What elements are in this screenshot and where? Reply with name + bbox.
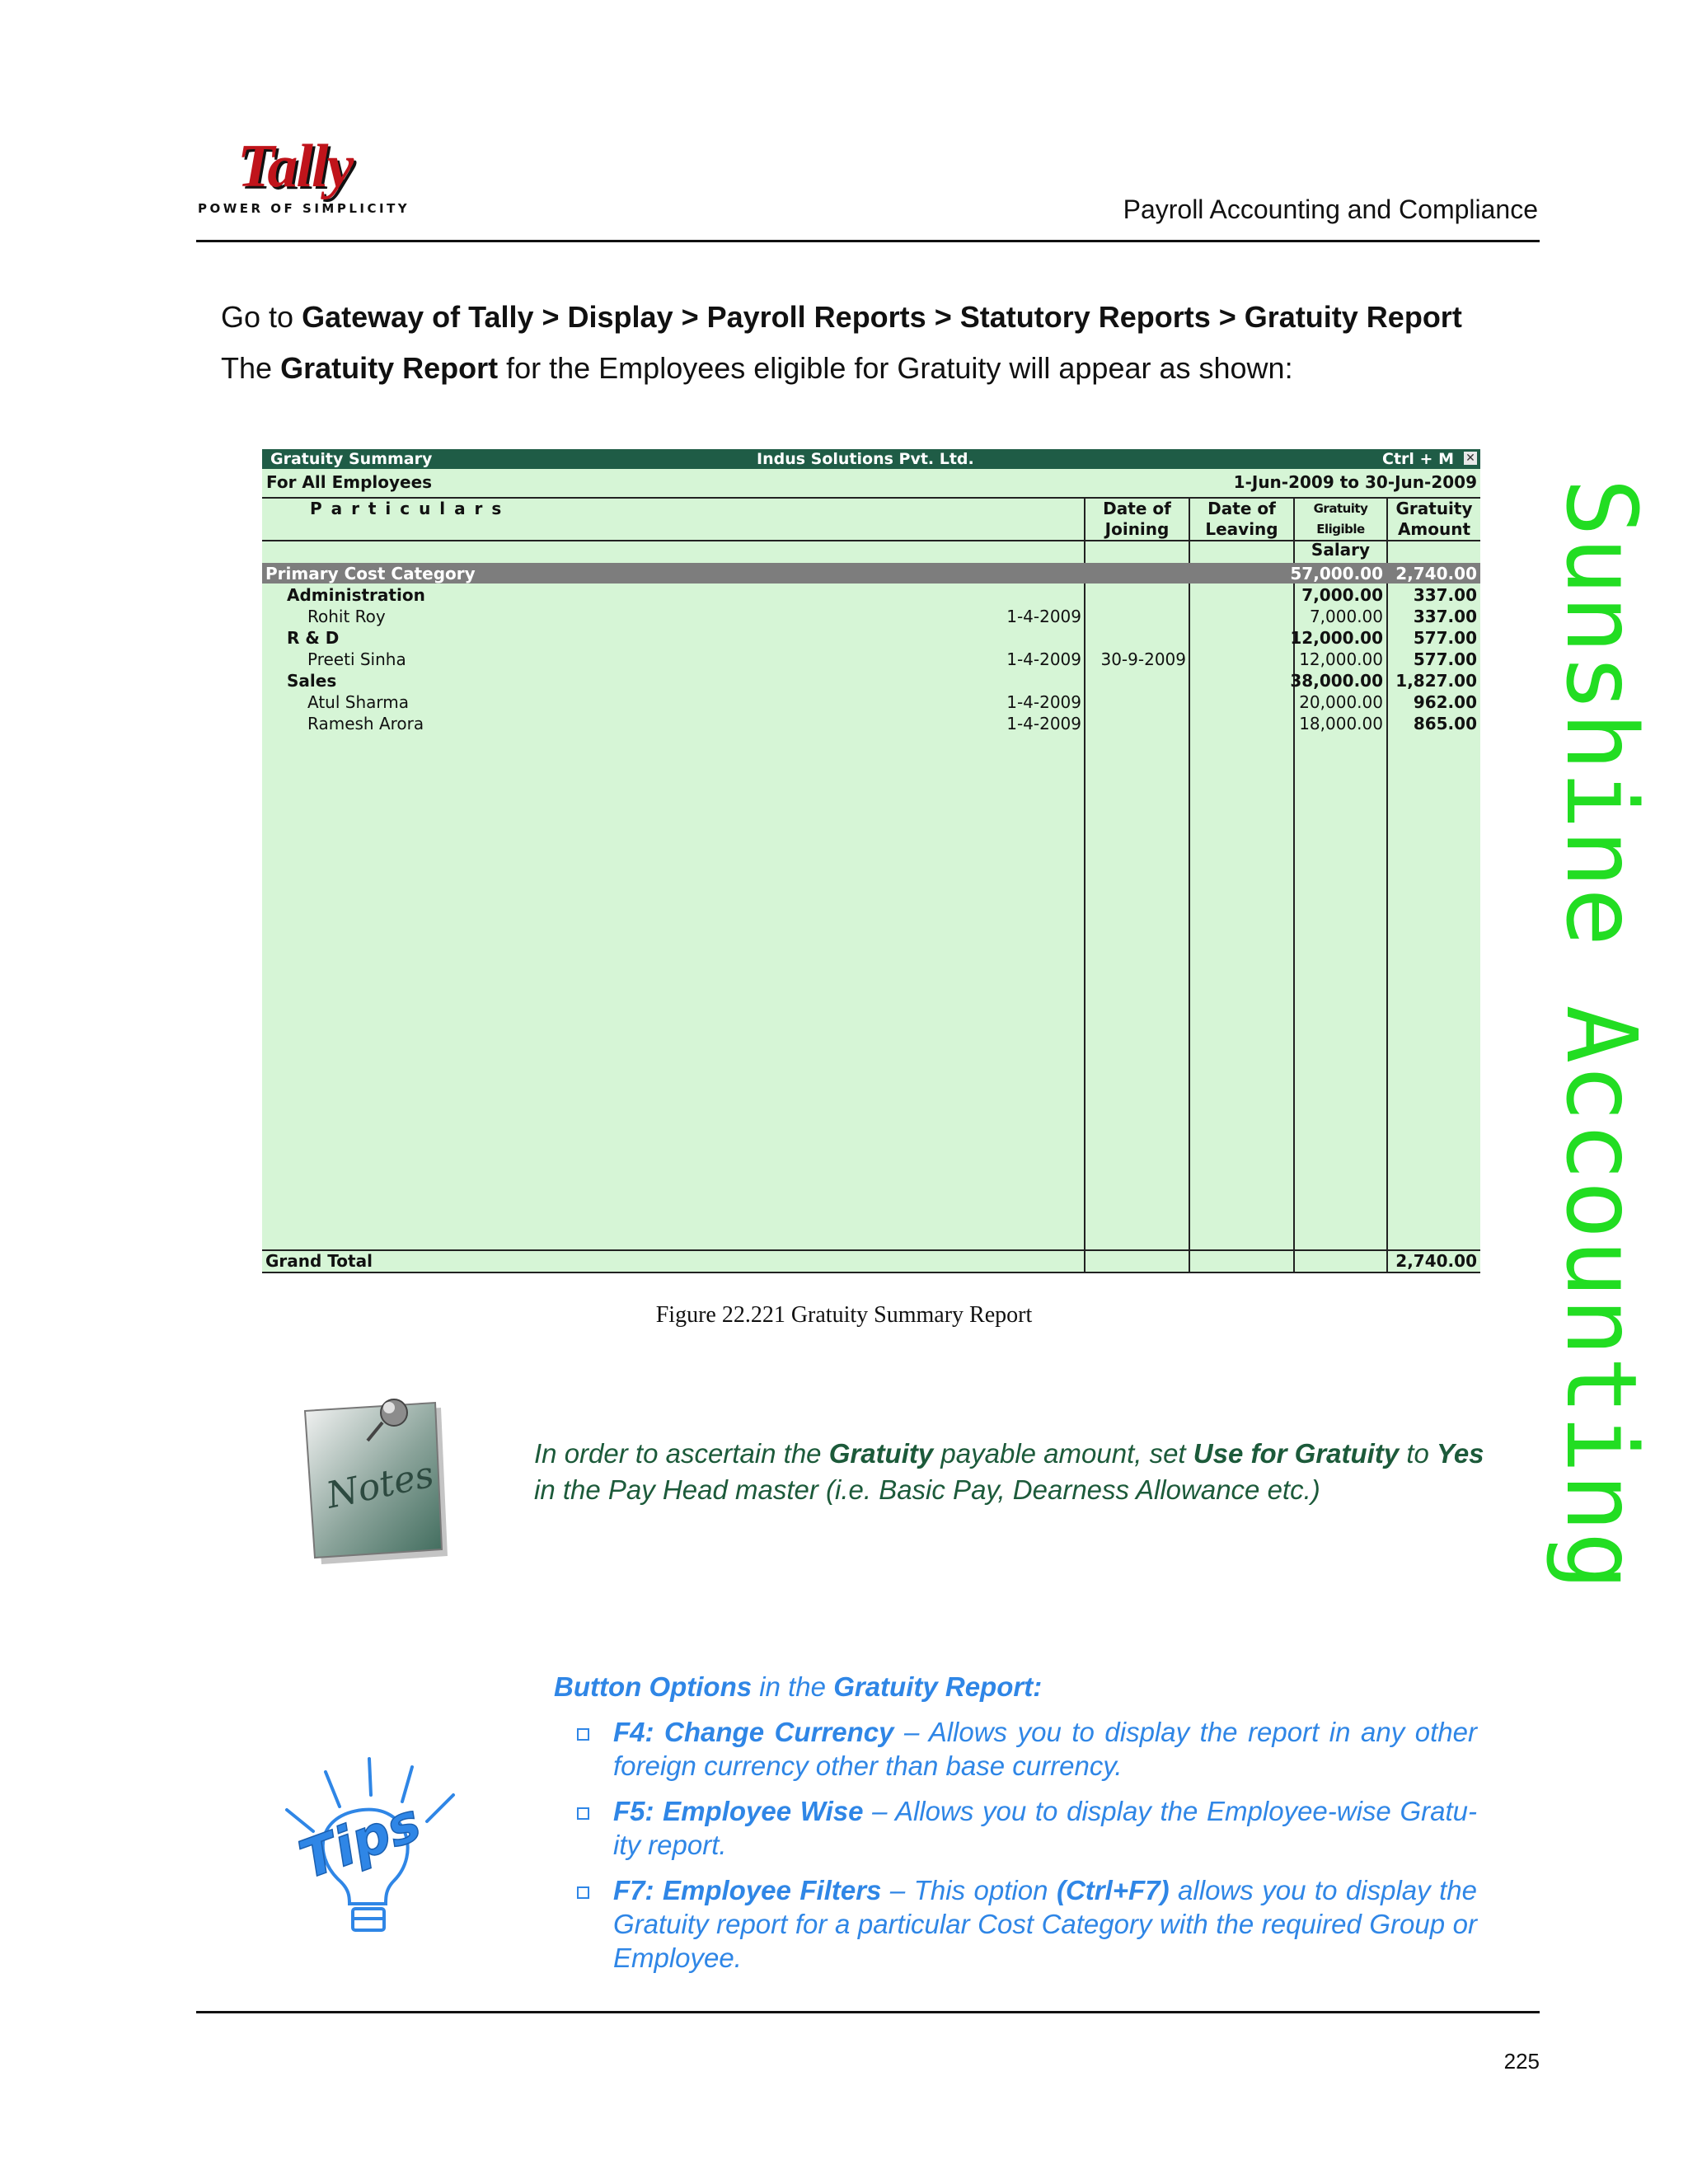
- row-name: Sales: [287, 671, 337, 691]
- figure-caption: Figure 22.221 Gratuity Summary Report: [655, 1302, 1033, 1328]
- square-bullet-icon: [577, 1728, 589, 1741]
- grand-total-row: [262, 1250, 1480, 1272]
- report-title-bar: [262, 449, 1480, 469]
- row-salary: 12,000.00: [1290, 628, 1383, 648]
- tally-logo: [198, 132, 410, 223]
- nav-prefix: Go to: [221, 300, 294, 334]
- intro-bold: Gratuity Report: [280, 351, 499, 385]
- tips-bulb-icon: [280, 1755, 470, 1953]
- tip-item: [554, 1873, 1477, 1975]
- report-title: Gratuity Summary: [270, 450, 433, 468]
- close-icon[interactable]: ✕: [1464, 452, 1477, 465]
- col-header-amount: Gratuity Amount: [1395, 499, 1473, 539]
- nav-path: Gateway of Tally > Display > Payroll Reports > Statutory Reports > Gratuity Report: [302, 300, 1462, 334]
- row-leaving: 30-9-2009: [1100, 649, 1186, 669]
- tip-item: [554, 1794, 1477, 1862]
- employee-row[interactable]: [262, 606, 1480, 627]
- logo-tagline: POWER OF SIMPLICITY: [198, 201, 410, 216]
- logo-wordmark: Tally: [237, 133, 353, 200]
- square-bullet-icon: [577, 1886, 589, 1899]
- company-name: Indus Solutions Pvt. Ltd.: [757, 450, 974, 468]
- watermark: [1545, 478, 1658, 1731]
- intro-start: The: [221, 351, 273, 385]
- header-rule: [196, 240, 1540, 242]
- row-joining: 1-4-2009: [1006, 692, 1081, 712]
- row-amount: 577.00: [1413, 628, 1477, 648]
- tip-mid: – This option: [881, 1875, 1057, 1905]
- col-header-salary: Gratuity Eligible Salary: [1311, 501, 1371, 560]
- col-header-joining: Date of Joining: [1103, 499, 1171, 539]
- row-name: Preeti Sinha: [307, 649, 406, 669]
- row-joining: 1-4-2009: [1006, 607, 1081, 626]
- gratuity-summary-report: [262, 449, 1480, 1273]
- tip-key: F7: Employee Filters: [613, 1875, 882, 1905]
- tip-description: – Allows you to display the Employee-wise Gratu-ity report.: [613, 1796, 1477, 1860]
- tip-key: F4: Change Currency: [613, 1717, 894, 1747]
- row-salary: 20,000.00: [1299, 692, 1383, 712]
- row-amount: 1,827.00: [1395, 671, 1477, 691]
- chapter-title: Payroll Accounting and Compliance: [1123, 194, 1538, 224]
- row-name: Rohit Roy: [307, 607, 386, 626]
- row-salary: 38,000.00: [1290, 671, 1383, 691]
- col-header-leaving: Date of Leaving: [1205, 499, 1278, 539]
- tips-icon-label: Tips: [292, 1792, 429, 1892]
- row-salary: 7,000.00: [1301, 585, 1383, 605]
- row-joining: 1-4-2009: [1006, 714, 1081, 733]
- col-header-particulars: P a r t i c u l a r s: [310, 499, 504, 518]
- grand-total-amount: 2,740.00: [1395, 1251, 1477, 1271]
- row-salary: 18,000.00: [1299, 714, 1383, 733]
- group-row[interactable]: [262, 670, 1480, 691]
- group-row[interactable]: [262, 584, 1480, 606]
- category-name: Primary Cost Category: [265, 564, 476, 583]
- row-salary: 7,000.00: [1309, 607, 1383, 626]
- notes-icon: [297, 1401, 478, 1582]
- total-bottom-rule: [262, 1272, 1480, 1273]
- row-amount: 577.00: [1413, 649, 1477, 669]
- row-amount: 337.00: [1413, 607, 1477, 626]
- tip-item: [554, 1715, 1477, 1783]
- notes-text: In order to ascertain the Gratuity payable amount, set Use for Gratuity to Yes in the Pay Head master (i.e. Basic Pay, Dearness Allowance etc.): [534, 1438, 1484, 1505]
- report-scope: For All Employees: [266, 472, 433, 492]
- report-period: 1-Jun-2009 to 30-Jun-2009: [1233, 472, 1477, 492]
- row-amount: 865.00: [1413, 714, 1477, 733]
- navigation-instruction: [221, 300, 1462, 335]
- row-amount: 962.00: [1413, 692, 1477, 712]
- watermark-text: Sunshine Accounting: [1545, 478, 1658, 1591]
- row-joining: 1-4-2009: [1006, 649, 1081, 669]
- page-number: 225: [1503, 2049, 1540, 2074]
- tips-block: [554, 1670, 1477, 1986]
- category-amount: 2,740.00: [1395, 564, 1477, 583]
- footer-rule: [196, 2011, 1540, 2013]
- category-salary: 57,000.00: [1290, 564, 1383, 583]
- row-name: Atul Sharma: [307, 692, 409, 712]
- notes-icon-label: Notes: [322, 1453, 438, 1517]
- row-name: Administration: [287, 585, 425, 605]
- category-row[interactable]: [262, 563, 1480, 584]
- tips-list: [554, 1715, 1477, 1975]
- employee-row[interactable]: [262, 649, 1480, 670]
- employee-row[interactable]: [262, 691, 1480, 713]
- grand-total-label: Grand Total: [265, 1251, 373, 1271]
- row-name: R & D: [287, 628, 340, 648]
- tips-heading: Button Options in the Gratuity Report:: [554, 1671, 1043, 1702]
- employee-row[interactable]: [262, 713, 1480, 734]
- shortcut-label: Ctrl + M: [1382, 450, 1454, 468]
- tip-key: F5: Employee Wise: [613, 1796, 864, 1826]
- tip-description: allows you to display the Gratuity report for a particular Cost Category with the required Group or Employee.: [613, 1875, 1478, 1973]
- row-name: Ramesh Arora: [307, 714, 424, 733]
- tip-shortcut: (Ctrl+F7): [1056, 1875, 1170, 1905]
- intro-end: for the Employees eligible for Gratuity will appear as shown:: [506, 351, 1293, 385]
- square-bullet-icon: [577, 1807, 589, 1820]
- group-row[interactable]: [262, 627, 1480, 649]
- intro-line: [221, 351, 1293, 386]
- tip-description: – Allows you to display the report in any other foreign currency other than base currency.: [613, 1717, 1477, 1781]
- row-amount: 337.00: [1413, 585, 1477, 605]
- row-salary: 12,000.00: [1299, 649, 1383, 669]
